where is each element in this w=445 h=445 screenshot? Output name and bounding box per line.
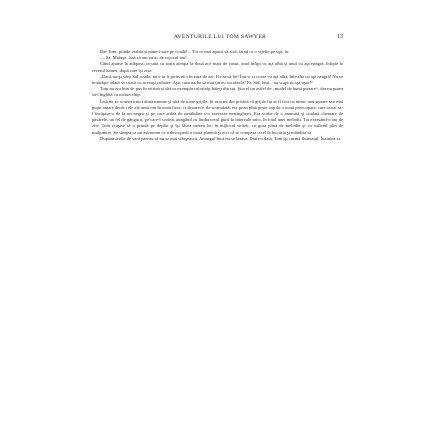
paragraph: Dupăamiezile de vară păreau să nu se mai sfârşească. Amurgul încă nu se lăsase. Dintr-o dată, Tom îşi curmă fluieratul. Înaintea sa xyxy=(100,135,341,141)
page-header xyxy=(0,34,445,45)
paragraph: Când ajunse la adăpost, se uită cu toată atenţia la două ace mari de cusut, unul înfipt cu aţă albă şi unul cu aţă neagră, înfipte la reverul hainei, după care îşi zise: xyxy=(92,61,343,73)
paragraph: „Dacă nu-şi vâra Sid coada, nu s-ar fi prins nici în ziua de azi. Fir-ar să fie! Într-o zi coase cu aţă albă, într-alta cu aţă neagră! Nu se hotărăşte odată să coasă cu aceeaşi culoare. Aşa, cum naiba să mai ţin eu socoteala? Ei, Sid, lasă... nu scapi tu aşa uşor!“ xyxy=(92,73,343,86)
paragraph: — Să, Mătuşe, lasă că am eu ac de cojocul tău! xyxy=(100,55,187,61)
paragraph: Tom nu era bun de pus în vitrină şi dat ca exemplu celorlalţi băieţi din sat. Ştia el un astfel de „model de bună purtare“, dar nu putea să-l înghită cu niciun chip. xyxy=(92,86,343,98)
paragraph: Însă nu se scurseră nici două minute şi uită de toate grijile. Şi asta nu din pricină că grijile lui ar fi fost cu nimic mai uşoare sau mai puţin amare decât cele ale unui om în toată firea, ci deoarece, de-ocamdată, era prins pînă peste cap de o nouă preocupare, care aveai să-l învăţase-o de la un negru şi pe care ardea de nerăbdare s-o exerseze nestingherit. Era vorba de o anumită şi ciudată chemare de păsărele, un fel de gângurit, pe care-l scoteai atingând cu limba cerul gurii la intervale mici, în toiul unei melodii. Tot exersând-o ani de zile, Tom reuşise să o prindă pe deplin şi îşi făcea mereu loc în mijlocul străzii, cu gura plină de melodie şi cu sufletul plin de mulţumire. Se simţea ca un astronom ce a descoperit o nouă planetă şi nici că se compara cu el în bucuria şi mândria sa. xyxy=(92,98,343,135)
page-number: 13 xyxy=(337,34,343,40)
body-text xyxy=(92,49,343,142)
paragraph: Dar Tom, prinde vrabia şi pune-i sare pe coadă!... Tot ce mai apucă să zică, izind ca o vijelie pe uşă, fu: xyxy=(100,49,290,54)
running-title: AVENTURILE LUI TOM SAWYER xyxy=(173,34,267,40)
